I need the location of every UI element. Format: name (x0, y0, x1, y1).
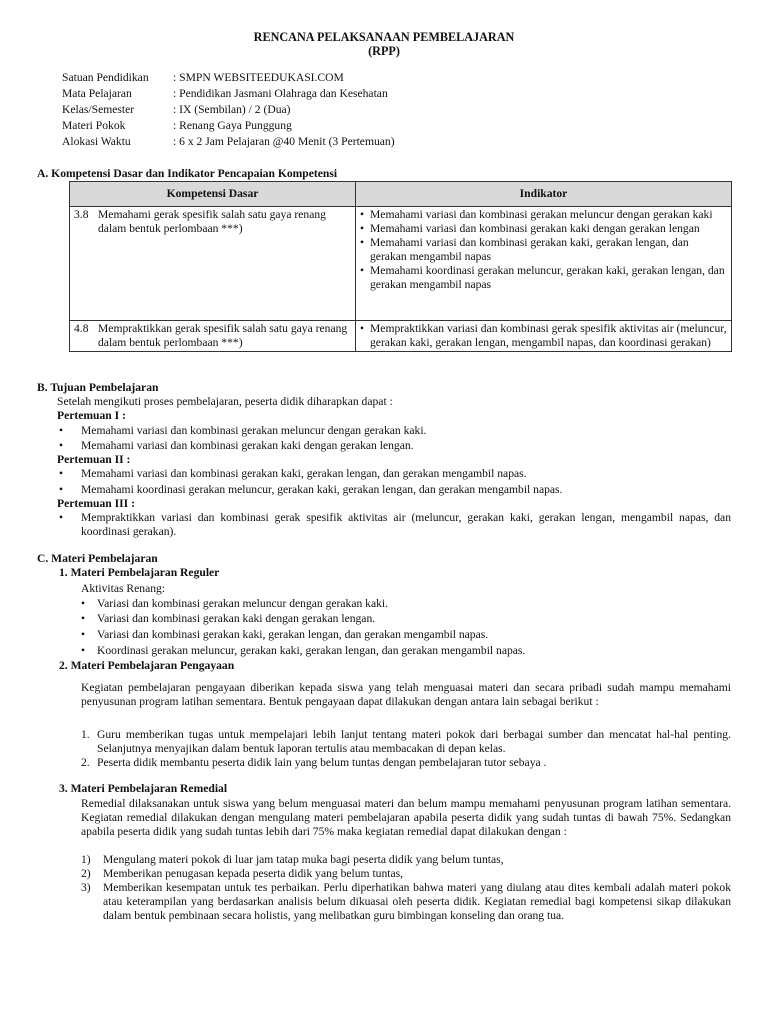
kd-cell (70, 207, 356, 321)
item-number: 1. (81, 728, 90, 741)
section-b-intro: Setelah mengikuti proses pembelajaran, peserta didik diharapkan dapat : (57, 395, 393, 408)
bullet-icon: • (81, 628, 86, 641)
bullet-icon: • (360, 236, 365, 249)
bullet-icon: • (81, 644, 86, 657)
meeting-label: Pertemuan II : (57, 453, 131, 466)
bullet-icon: • (59, 467, 64, 480)
item-number: 2) (81, 867, 91, 880)
bullet-icon: • (360, 208, 365, 221)
list-item: 3) Memberikan kesempatan untuk tes perbaikan. Perlu diperhatikan bahwa materi yang diulang atau dites kembali adalah materi pokok atau keterampilan yang berdasarkan analisis belum dikuasai oleh peserta didik. Kegiatan remedial bagi kompetensi sikap dilakukan dalam bentuk pembinaan secara holistis, yang melibatkan guru bimbingan konseling dan orang tua. (81, 881, 731, 922)
section-c-heading: C. Materi Pembelajaran (37, 552, 158, 565)
identity-value: : 6 x 2 Jam Pelajaran @40 Menit (3 Pertemuan) (173, 135, 395, 148)
sub1-intro: Aktivitas Renang: (81, 582, 166, 595)
table-header-kd: Kompetensi Dasar (70, 182, 356, 207)
bullet-icon: • (59, 424, 64, 437)
identity-value: : Renang Gaya Punggung (173, 119, 292, 132)
kd-cell (70, 321, 356, 352)
bullet-icon: • (59, 511, 64, 524)
bullet-icon: • (360, 264, 365, 277)
kd-number: 3.8 (74, 208, 89, 221)
indikator-item: • Memahami variasi dan kombinasi gerakan meluncur dengan gerakan kaki (360, 208, 713, 221)
kd-text: Mempraktikkan gerak spesifik salah satu gaya renang dalam bentuk perlombaan ***) (98, 322, 348, 349)
bullet-icon: • (59, 483, 64, 496)
identity-value: : SMPN WEBSITEEDUKASI.COM (173, 71, 344, 84)
doc-title: RENCANA PELAKSANAAN PEMBELAJARAN (253, 30, 515, 44)
bullet-icon: • (360, 222, 365, 235)
kompetensi-table (69, 181, 732, 352)
bullet-icon: • (81, 612, 86, 625)
indikator-cell (356, 321, 732, 352)
meeting-label: Pertemuan III : (57, 497, 135, 510)
doc-subtitle: (RPP) (368, 44, 400, 58)
section-b-heading: B. Tujuan Pembelajaran (37, 381, 159, 394)
identity-label: Materi Pokok (62, 119, 126, 132)
sub3-heading: 3. Materi Pembelajaran Remedial (59, 782, 228, 795)
rpp-page: RENCANA PELAKSANAAN PEMBELAJARAN (RPP) Satuan Pendidikan : SMPN WEBSITEEDUKASI.COM Mata Pelajaran : Pendidikan Jasmani Olahraga dan Kesehatan Kelas/Semester : IX (Sembilan) / 2 (Dua) Materi Pokok : Renang Gaya Punggung Alokasi Waktu : 6 x 2 Jam Pelajaran @40 Menit (3 Pertemuan) A. Kompetensi Dasar dan Indikator Pencapaian Kompetensi Kompetensi Dasar Indikator 3.8 Memahami gerak spesifik salah satu gaya renang dalam bentuk perlombaan ***) • Memahami variasi dan kombinasi gerakan meluncur dengan gerakan kaki • Memahami variasi dan kombinasi gerakan kaki dengan gerakan lengan • Memahami variasi dan kombinasi gerakan kaki, gerakan lengan, dan gerakan mengambil napas • Memahami koordinasi gerakan meluncur, gerakan kaki, gerakan lengan, dan gerakan mengambil napas 4.8 Mempraktikkan gerak spesifik salah satu gaya renang dalam bentuk perlombaan ***) • Mempraktikkan variasi dan kombinasi gerak spesifik aktivitas air (meluncur, gerakan kaki, gerakan lengan, mengambil napas, dan koordinasi gerakan) B. Tujuan Pembelajaran Setelah mengikuti proses pembelajaran, peserta didik diharapkan dapat : Pertemuan I : • Memahami variasi dan kombinasi gerakan meluncur dengan gerakan kaki. • Memahami variasi dan kombinasi gerakan kaki dengan gerakan lengan. Pertemuan II : • Memahami variasi dan kombinasi gerakan kaki, gerakan lengan, dan gerakan mengambil napas. • Memahami koordinasi gerakan meluncur, gerakan kaki, gerakan lengan, dan gerakan mengambil napas. Pertemuan III : • Mempraktikkan variasi dan kombinasi gerak spesifik aktivitas air (meluncur, gerakan kaki, gerakan lengan, mengambil napas, dan koordinasi gerakan). C. Materi Pembelajaran 1. Materi Pembelajaran Reguler Aktivitas Renang: • Variasi dan kombinasi gerakan meluncur dengan gerakan kaki. • Variasi dan kombinasi gerakan kaki dengan gerakan lengan. • Variasi dan kombinasi gerakan kaki, gerakan lengan, dan gerakan mengambil napas. • Koordinasi gerakan meluncur, gerakan kaki, gerakan lengan, dan gerakan mengambil napas. 2. Materi Pembelajaran Pengayaan Kegiatan pembelajaran pengayaan diberikan kepada siswa yang telah menguasai materi dan secara pribadi sudah mampu memahami penyusunan program latihan sementara. Bentuk pengayaan dapat dilakukan dengan antara lain sebagai berikut : 1. Guru memberikan tugas untuk mempelajari lebih lanjut tentang materi pokok dari berbagai sumber dan mencatat hal-hal penting. Selanjutnya menyajikan dalam bentuk laporan tertulis atau membacakan di depan kelas. 2. Peserta didik membantu peserta didik lain yang belum tuntas dengan pembelajaran tutor sebaya . 3. Materi Pembelajaran Remedial Remedial dilaksanakan untuk siswa yang belum menguasai materi dan belum mampu memahami penyusunan program latihan sementara. Kegiatan remedial dilakukan dengan mengulang materi pembelajaran apabila peserta didik yang sudah tuntas di bawah 75%. Sedangkan apabila peserta didik yang sudah tuntas lebih dari 75% maka kegiatan remedial dapat dilakukan dengan : 1) Mengulang materi pokok di luar jam tatap muka bagi peserta didik yang belum tuntas, 2) Memberikan penugasan kepada peserta didik yang belum tuntas, 3) Memberikan kesempatan untuk tes perbaikan. Perlu diperhatikan bahwa materi yang diulang atau dites kembali adalah materi pokok atau keterampilan yang berdasarkan analisis belum dikuasai oleh peserta didik. Kegiatan remedial bagi kompetensi sikap dilakukan dalam bentuk pembinaan secara holistis, yang melibatkan guru bimbingan konseling dan orang tua. (0, 0, 768, 1024)
sub1-heading: 1. Materi Pembelajaran Reguler (59, 566, 220, 579)
item-number: 1) (81, 853, 91, 866)
sub2-paragraph: Kegiatan pembelajaran pengayaan diberikan kepada siswa yang telah menguasai materi dan secara pribadi sudah mampu memahami penyusunan program latihan sementara. Bentuk pengayaan dapat dilakukan dengan antara lain sebagai berikut : (81, 681, 731, 708)
table-row (70, 321, 732, 352)
list-item: 1. Guru memberikan tugas untuk mempelajari lebih lanjut tentang materi pokok dari berbagai sumber dan mencatat hal-hal penting. Selanjutnya menyajikan dalam bentuk laporan tertulis atau membacakan di depan kelas. (81, 728, 731, 755)
section-a-heading: A. Kompetensi Dasar dan Indikator Pencapaian Kompetensi (37, 167, 338, 180)
identity-label: Alokasi Waktu (62, 135, 131, 148)
bullet-icon: • (59, 439, 64, 452)
sub2-heading: 2. Materi Pembelajaran Pengayaan (59, 659, 235, 672)
identity-label: Satuan Pendidikan (62, 71, 149, 84)
table-row (70, 207, 732, 321)
indikator-item: • Mempraktikkan variasi dan kombinasi gerak spesifik aktivitas air (meluncur, gerakan kaki, gerakan lengan, mengambil napas, dan koordinasi gerakan) (360, 322, 727, 349)
bullet-icon: • (360, 322, 365, 335)
identity-value: : Pendidikan Jasmani Olahraga dan Kesehatan (173, 87, 388, 100)
kd-text: Memahami gerak spesifik salah satu gaya renang dalam bentuk perlombaan ***) (98, 208, 326, 235)
table-header-row (70, 182, 732, 207)
meeting-label: Pertemuan I : (57, 409, 126, 422)
bullet-icon: • (81, 597, 86, 610)
item-number: 2. (81, 756, 90, 769)
identity-label: Mata Pelajaran (62, 87, 132, 100)
indikator-item: • Memahami variasi dan kombinasi gerakan kaki dengan gerakan lengan (360, 222, 700, 235)
kd-number: 4.8 (74, 322, 89, 335)
table-header-indikator: Indikator (356, 182, 732, 207)
list-item: • Mempraktikkan variasi dan kombinasi gerak spesifik aktivitas air (meluncur, gerakan kaki, gerakan lengan, mengambil napas, dan koordinasi gerakan). (59, 511, 731, 538)
identity-label: Kelas/Semester (62, 103, 135, 116)
item-number: 3) (81, 881, 91, 894)
sub3-paragraph: Remedial dilaksanakan untuk siswa yang belum menguasai materi dan belum mampu memahami penyusunan program latihan sementara. Kegiatan remedial dilakukan dengan mengulang materi pembelajaran apabila peserta didik yang sudah tuntas di bawah 75%. Sedangkan apabila peserta didik yang sudah tuntas lebih dari 75% maka kegiatan remedial dapat dilakukan dengan : (81, 797, 731, 838)
indikator-item: • Memahami variasi dan kombinasi gerakan kaki, gerakan lengan, dan gerakan mengambil napas (360, 236, 689, 263)
indikator-cell (356, 207, 732, 321)
indikator-item: • Memahami koordinasi gerakan meluncur, gerakan kaki, gerakan lengan, dan gerakan mengambil napas (360, 264, 725, 291)
identity-value: : IX (Sembilan) / 2 (Dua) (173, 103, 291, 116)
